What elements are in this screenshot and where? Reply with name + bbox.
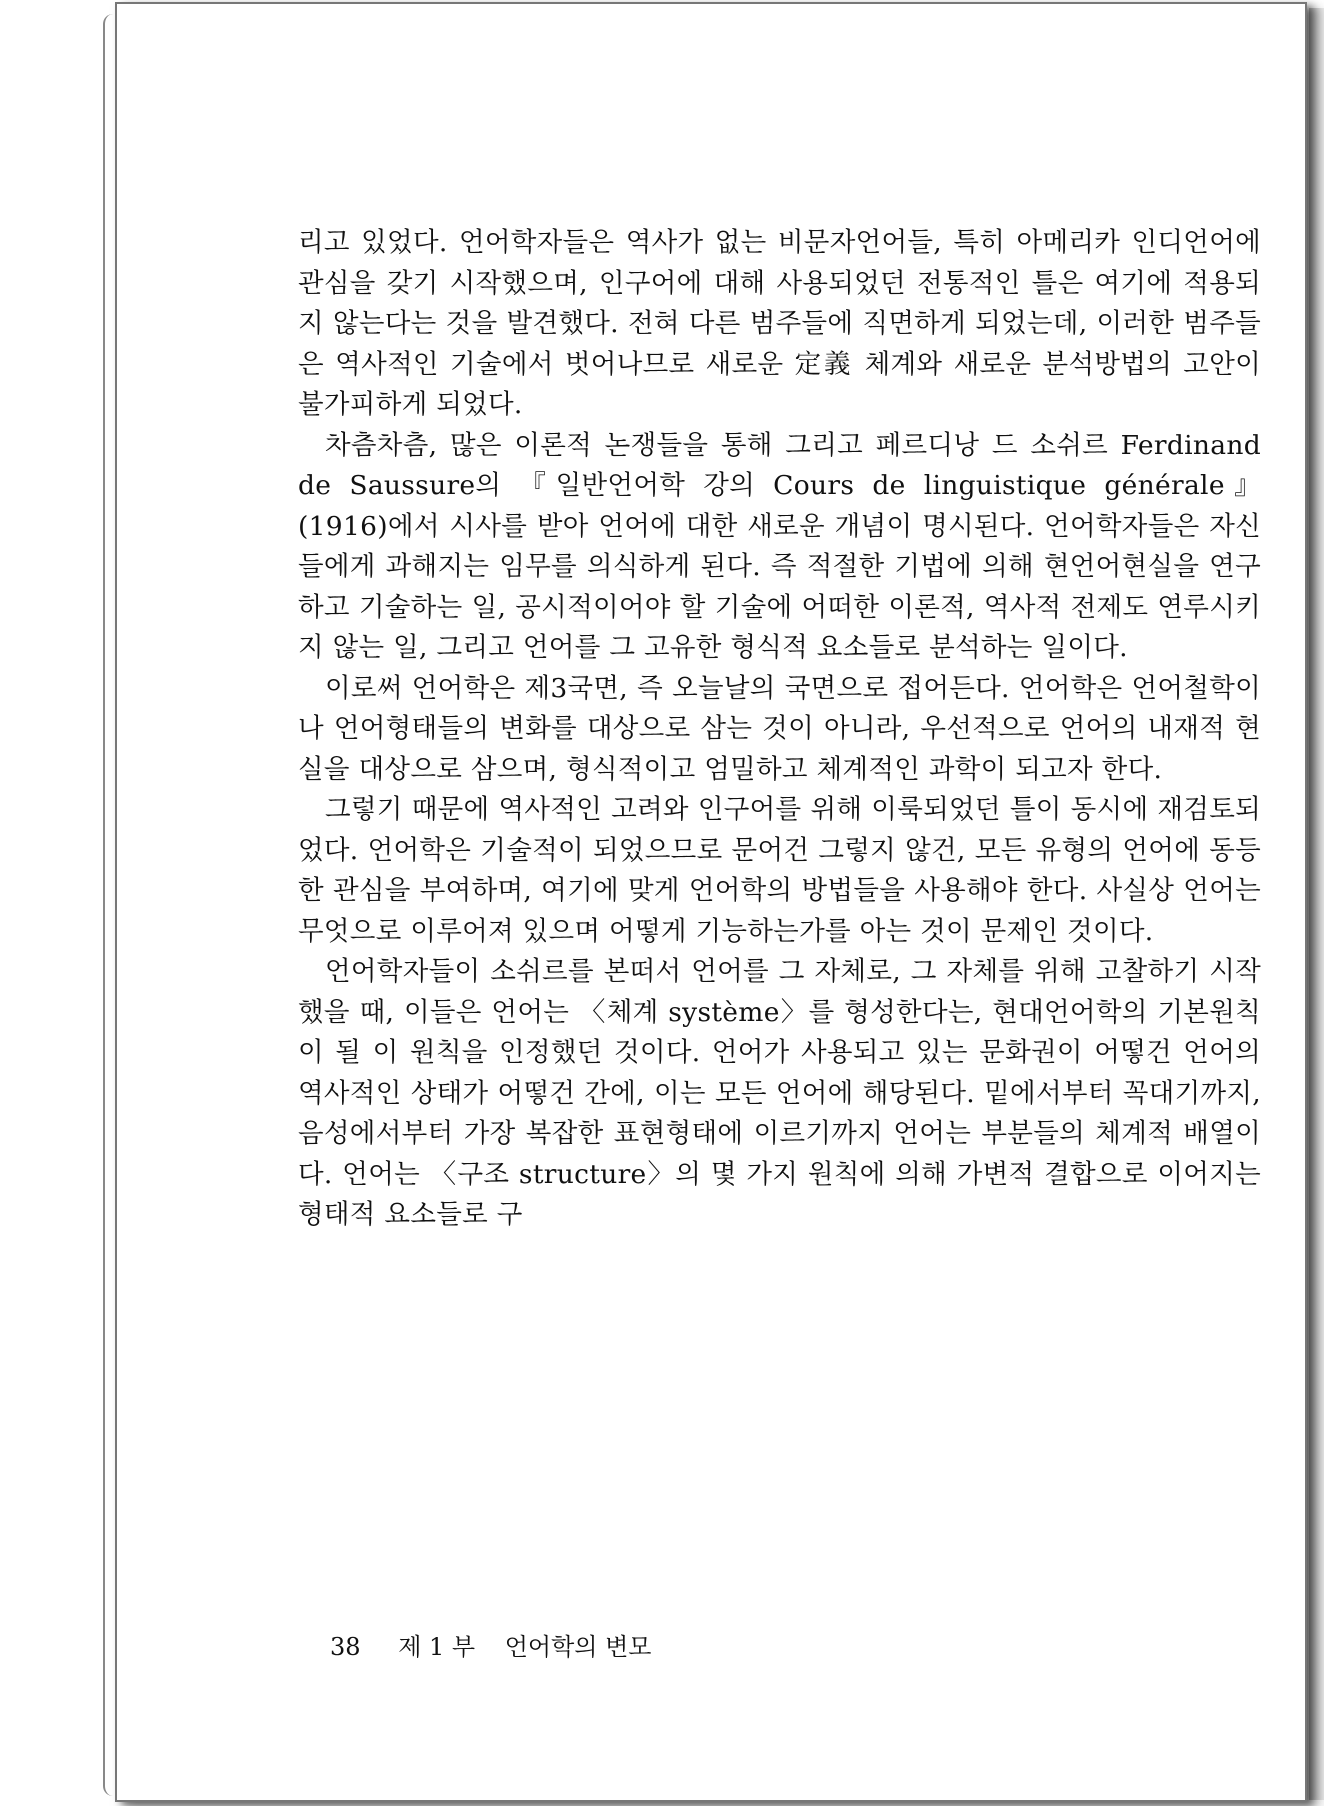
page-number: 38 [330, 1633, 361, 1661]
running-footer [330, 1627, 651, 1662]
part-label: 제 1 부 [398, 1633, 476, 1661]
paragraph-1: 리고 있었다. 언어학자들은 역사가 없는 비문자언어들, 특히 아메리카 인디언어에 관심을 갖기 시작했으며, 인구어에 대해 사용되었던 전통적인 틀은 여기에 적용되지 않는다는 것을 발견했다. 전혀 다른 범주들에 직면하게 되었는데, 이러한 범주들은 역사적인 기술에서 벗어나므로 새로운 定義 체계와 새로운 분석방법의 고안이 불가피하게 되었다. [298, 227, 1261, 420]
body-text [298, 223, 1261, 1236]
book-page [115, 2, 1307, 1802]
section-title: 언어학의 변모 [504, 1633, 652, 1661]
paragraph-4: 그렇기 때문에 역사적인 고려와 인구어를 위해 이룩되었던 틀이 동시에 재검토되었다. 언어학은 기술적이 되었으므로 문어건 그렇지 않건, 모든 유형의 언어에 동등한 관심을 부여하며, 여기에 맞게 언어학의 방법들을 사용해야 한다. 사실상 언어는 무엇으로 이루어져 있으며 어떻게 기능하는가를 아는 것이 문제인 것이다. [298, 794, 1261, 947]
paragraph-2: 차츰차츰, 많은 이론적 논쟁들을 통해 그리고 페르디낭 드 소쉬르 Ferdinand de Saussure의 『일반언어학 강의 Cours de linguistique générale』(1916)에서 시사를 받아 언어에 대한 새로운 개념이 명시된다. 언어학자들은 자신들에게 과해지는 임무를 의식하게 된다. 즉 적절한 기법에 의해 현언어현실을 연구하고 기술하는 일, 공시적이어야 할 기술에 어떠한 이론적, 역사적 전제도 연루시키지 않는 일, 그리고 언어를 그 고유한 형식적 요소들로 분석하는 일이다. [298, 429, 1261, 663]
paragraph-5: 언어학자들이 소쉬르를 본떠서 언어를 그 자체로, 그 자체를 위해 고찰하기 시작했을 때, 이들은 언어는 〈체계 système〉를 형성한다는, 현대언어학의 기본원칙이 될 이 원칙을 인정했던 것이다. 언어가 사용되고 있는 문화권이 어떻건 언어의 역사적인 상태가 어떻건 간에, 이는 모든 언어에 해당된다. 밑에서부터 꼭대기까지, 음성에서부터 가장 복잡한 표현형태에 이르기까지 언어는 부분들의 체계적 배열이다. 언어는 〈구조 structure〉의 몇 가지 원칙에 의해 가변적 결합으로 이어지는 형태적 요소들로 구 [298, 956, 1261, 1230]
paragraph-3: 이로써 언어학은 제3국면, 즉 오늘날의 국면으로 접어든다. 언어학은 언어철학이나 언어형태들의 변화를 대상으로 삼는 것이 아니라, 우선적으로 언어의 내재적 현실을 대상으로 삼으며, 형식적이고 엄밀하고 체계적인 과학이 되고자 한다. [298, 672, 1261, 785]
